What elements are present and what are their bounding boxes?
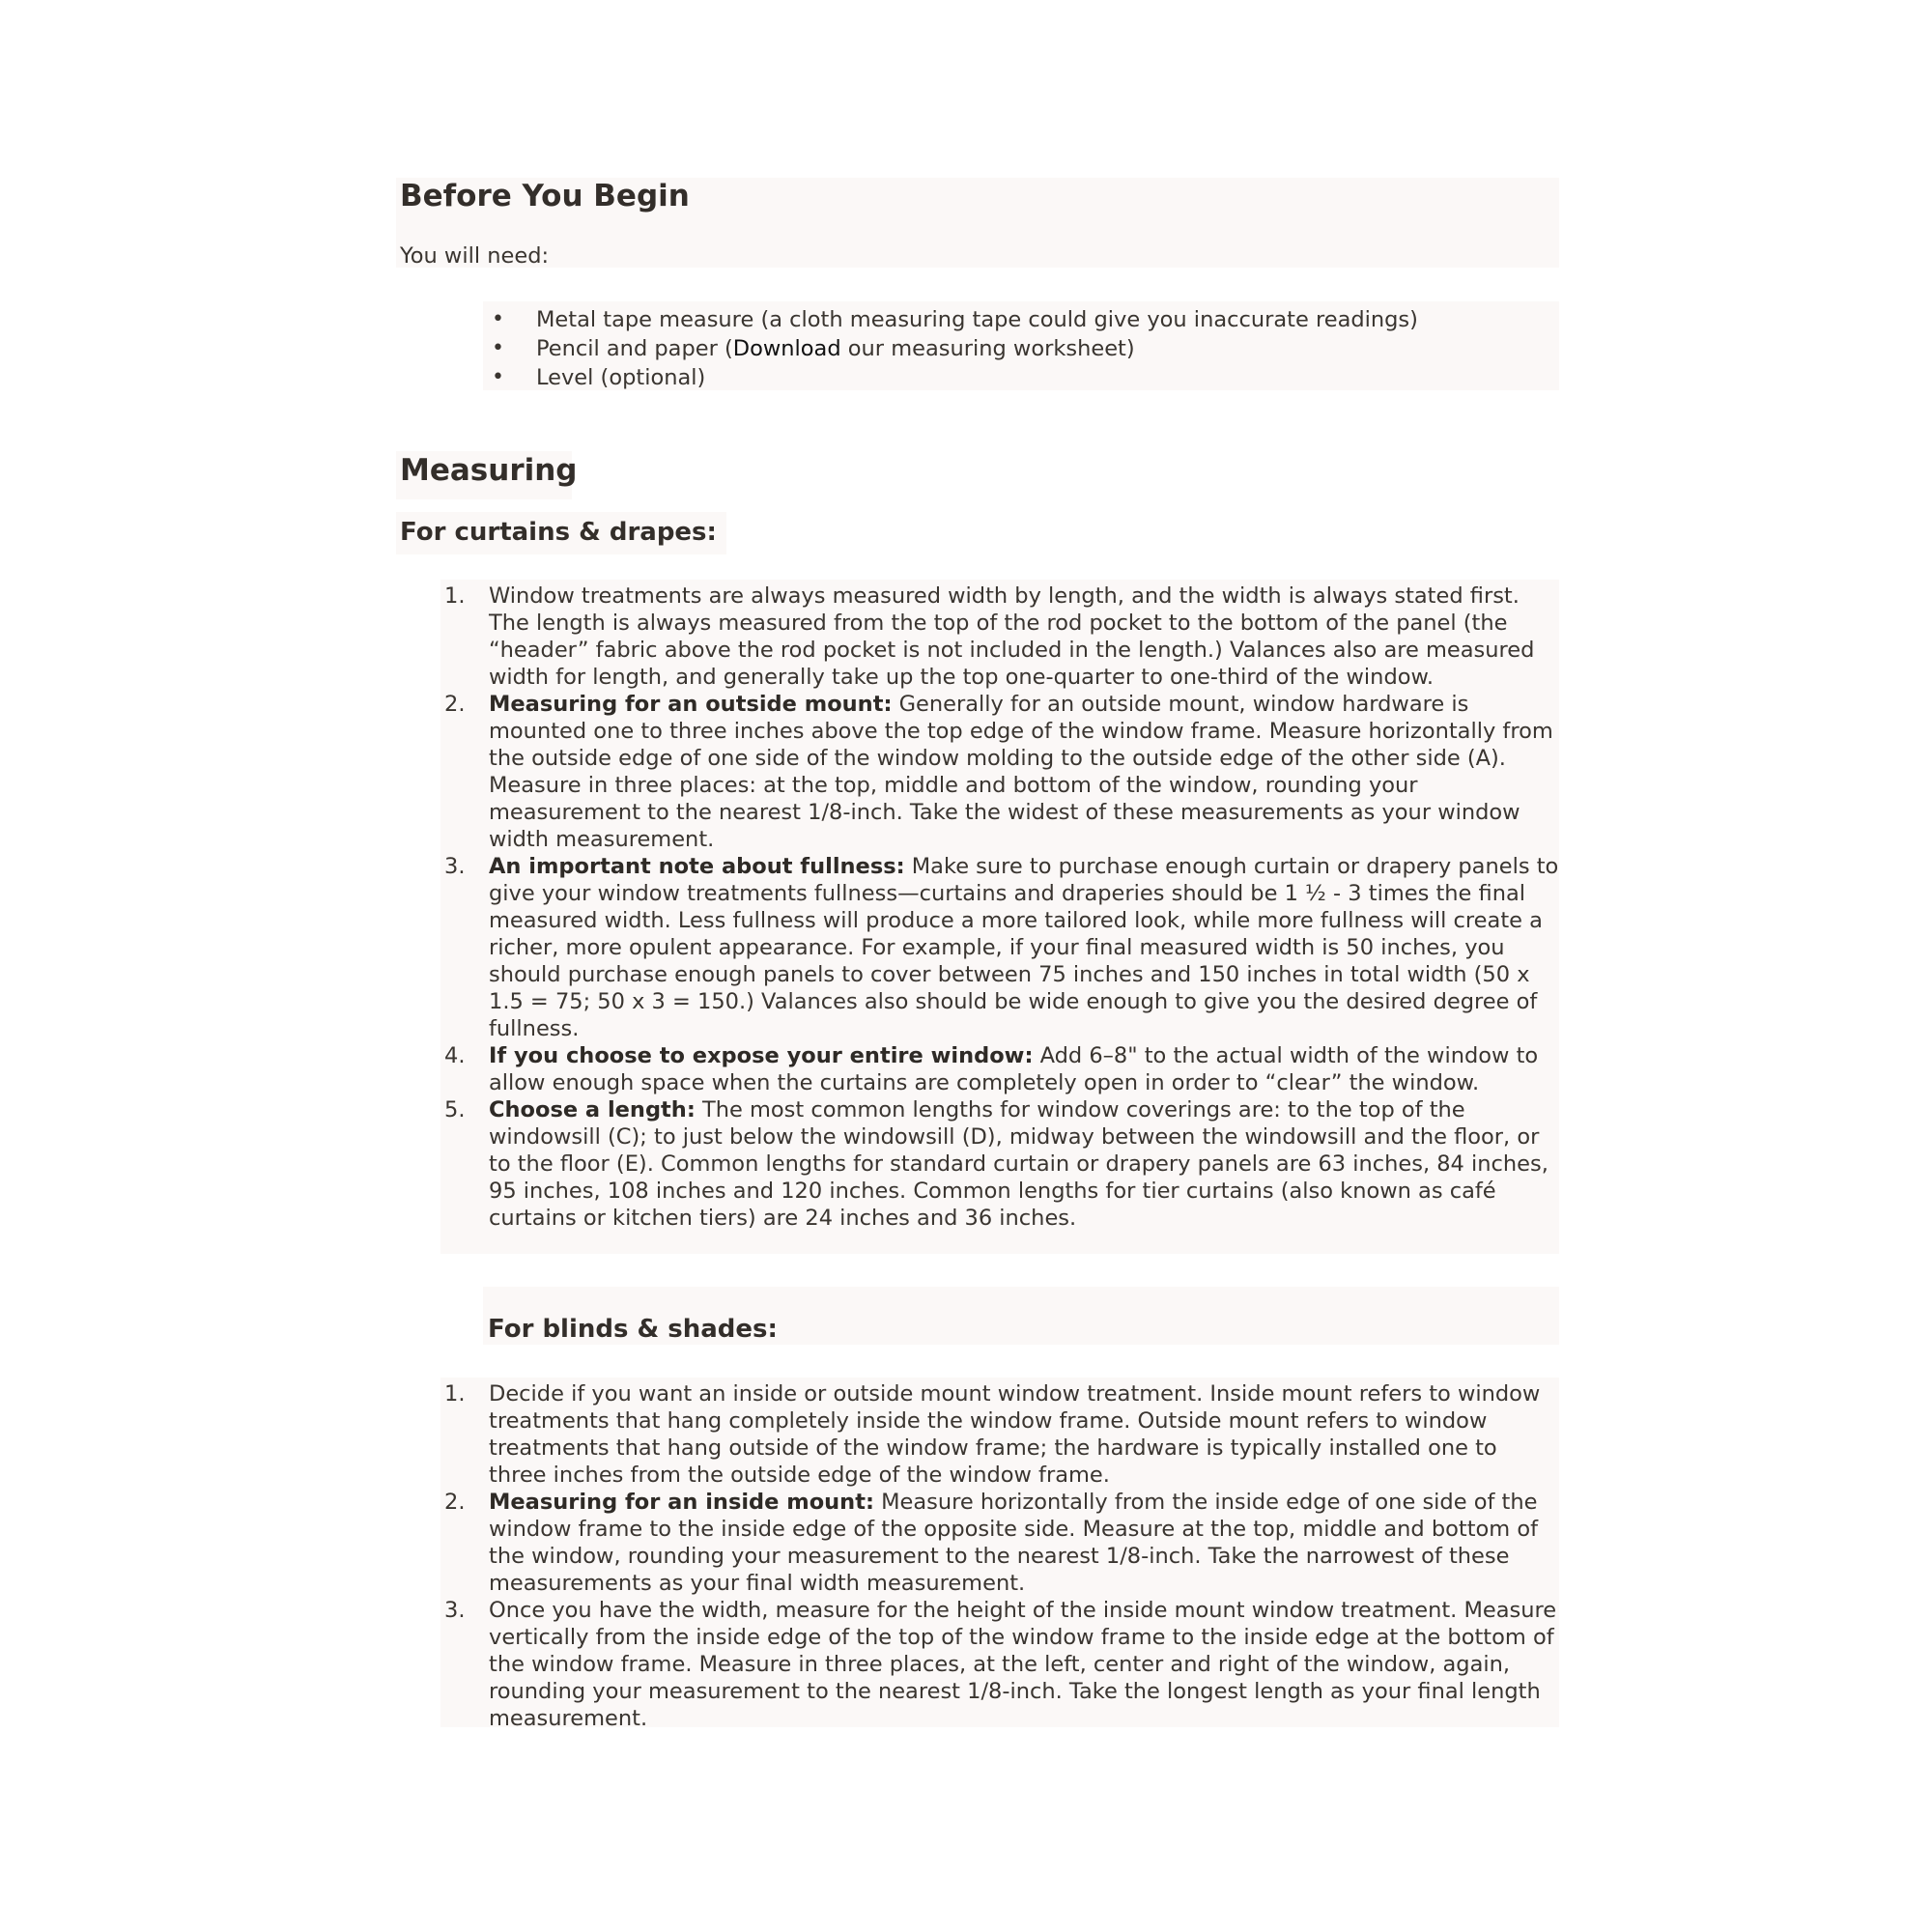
bullet-icon: •	[492, 307, 504, 331]
supplies-list	[486, 305, 1558, 392]
list-item: • Level (optional)	[492, 365, 706, 390]
list-item: 2. Measuring for an outside mount: Generally for an outside mount, window hardware is mounted one to three inches above the top edge of the window frame. Measure horizontally from the outside edge of one side of the window molding to the outside edge of the other side (A). Measure in three places: at the top, middle and bottom of the window, rounding your measurement to the nearest 1/8-inch. Take the widest of these measurements as your window width measurement.	[444, 692, 1553, 852]
list-item: 3. Once you have the width, measure for the height of the inside mount window treatment. Measure vertically from the inside edge of the top of the window frame to the inside edge at the bottom of the window frame. Measure in three places, at the left, center and right of the window, again, rounding your measurement to the nearest 1/8-inch. Take the longest length as your final length measurement.	[444, 1598, 1557, 1731]
measuring-heading: Measuring	[400, 453, 578, 488]
list-item: 3. An important note about fullness: Make sure to purchase enough curtain or drapery panels to give your window treatments fullness—curtains and draperies should be 1 ½ - 3 times the final measured width. Less fullness will produce a more tailored look, while more fullness will create a richer, more opulent appearance. For example, if your final measured width is 50 inches, you should purchase enough panels to cover between 75 inches and 150 inches in total width (50 x 1.5 = 75; 50 x 3 = 150.) Valances also should be wide enough to give you the desired degree of fullness.	[444, 854, 1559, 1041]
bullet-icon: •	[492, 365, 504, 389]
list-item: • Pencil and paper (Download our measuring worksheet)	[492, 336, 1135, 361]
list-item: • Metal tape measure (a cloth measuring tape could give you inaccurate readings)	[492, 307, 1418, 332]
download-worksheet-link[interactable]: Download	[732, 336, 841, 361]
curtains-drapes-heading: For curtains & drapes:	[400, 518, 717, 547]
list-item: 1. Window treatments are always measured width by length, and the width is always stated first. The length is always measured from the top of the rod pocket to the bottom of the panel (the “header” fabric above the rod pocket is not included in the length.) Valances also are measured width for length, and generally take up the top one-quarter to one-third of the window.	[444, 583, 1535, 690]
list-item: 1. Decide if you want an inside or outside mount window treatment. Inside mount refers to window treatments that hang completely inside the window frame. Outside mount refers to window treatments that hang outside of the window frame; the hardware is typically installed one to three inches from the outside edge of the window frame.	[444, 1381, 1541, 1488]
curtains-steps-list	[440, 582, 1559, 1232]
list-item: 2. Measuring for an inside mount: Measure horizontally from the inside edge of one side of the window frame to the inside edge of the opposite side. Measure at the top, middle and bottom of the window, rounding your measurement to the nearest 1/8-inch. Take the narrowest of these measurements as your final width measurement.	[444, 1490, 1539, 1596]
blinds-steps-list	[440, 1380, 1559, 1732]
you-will-need-text: You will need:	[400, 243, 550, 269]
blinds-shades-heading: For blinds & shades:	[488, 1315, 778, 1344]
before-you-begin-heading: Before You Begin	[400, 179, 690, 213]
bullet-icon: •	[492, 336, 504, 360]
list-item: 5. Choose a length: The most common lengths for window coverings are: to the top of the windowsill (C); to just below the windowsill (D), midway between the windowsill and the floor, or to the floor (E). Common lengths for standard curtain or drapery panels are 63 inches, 84 inches, 95 inches, 108 inches and 120 inches. Common lengths for tier curtains (also known as café curtains or kitchen tiers) are 24 inches and 36 inches.	[444, 1097, 1548, 1231]
list-item: 4. If you choose to expose your entire window: Add 6–8" to the actual width of the window to allow enough space when the curtains are completely open in order to “clear” the window.	[444, 1043, 1539, 1095]
